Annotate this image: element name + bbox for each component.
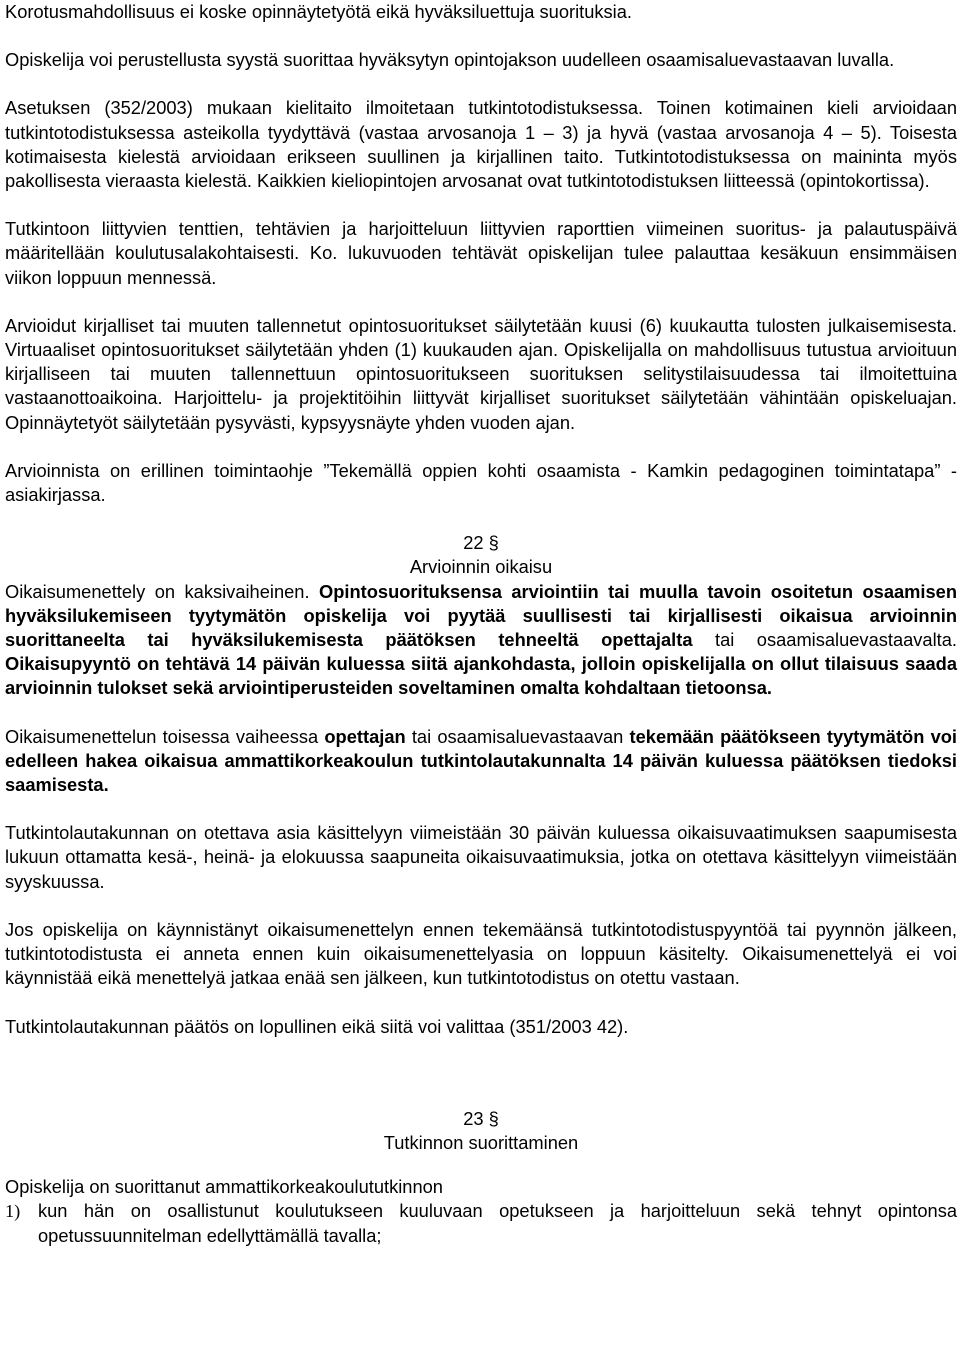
paragraph: Opiskelija on suorittanut ammattikorkeakoulututkinnon — [5, 1176, 443, 1198]
section-number: 23 § — [463, 1107, 499, 1129]
text-run: Oikaisumenettelun toisessa vaiheessa — [5, 725, 325, 747]
paragraph: Asetuksen (352/2003) mukaan kielitaito ilmoitetaan tutkintotodistuksessa. Toinen kotimainen kieli arvioidaan tutkintotodistuksessa asteikolla tyydyttävä (vastaa arvosanoja 1 – 3) ja hyvä (vastaa arvosanoja 4 – 5). Toisesta kotimaisesta kielestä arvioidaan erikseen suullinen ja kirjallinen taito. Tutkintotodistuksessa on maininta myös pakollisesta vieraasta kielestä. Kaikkien kieliopintojen arvosanat ovat tutkintotodistuksen liitteessä (opintokortissa). — [5, 97, 957, 192]
section-title: Arvioinnin oikaisu — [409, 556, 553, 578]
section-number: 22 § — [463, 532, 499, 554]
text-run: tai osaamisaluevastaavan — [405, 725, 630, 747]
paragraph: Jos opiskelija on käynnistänyt oikaisumenettelyn ennen tekemäänsä tutkintotodistuspyyntöä tai pyynnön jälkeen, tutkintotodistusta ei anneta ennen kuin oikaisumenettelyasia on loppuun käsitelty. Oikaisumenettelyä ei voi käynnistää eikä menettelyä jatkaa enää sen jälkeen, kun tutkintotodistus on otettu vastaan. — [5, 918, 957, 989]
list-item-number: 1) — [5, 1201, 21, 1222]
paragraph: Opiskelija voi perustellusta syystä suorittaa hyväksytyn opintojakson uudelleen osaamisaluevastaavan luvalla. — [5, 49, 895, 71]
paragraph: Tutkintolautakunnan on otettava asia käsittelyyn viimeistään 30 päivän kuluessa oikaisuvaatimuksen saapumisesta lukuun ottamatta kesä-, heinä- ja elokuussa saapuneita oikaisuvaatimuksia, jotka on otettava käsittelyyn viimeistään syyskuussa. — [5, 822, 957, 892]
paragraph: Tutkintolautakunnan päätös on lopullinen eikä siitä voi valittaa (351/2003 42). — [5, 1015, 629, 1037]
section-title: Tutkinnon suorittaminen — [383, 1131, 579, 1153]
list-item-text: kun hän on osallistunut koulutukseen kuuluvaan opetukseen ja harjoitteluun sekä tehnyt opintonsa opetussuunnitelman edellyttämällä tavalla; — [38, 1200, 957, 1246]
bold-text: Opintosuorituksensa arviointiin tai muulla tavoin osoitetun osaamisen hyväksilukemiseen tyytymätön opiskelija voi pyytää suullisesti tai kirjallisesti oikaisua arvioinnin suorittaneelta tai hyväksilukemisesta päätöksen tehneeltä opettajalta — [5, 580, 957, 651]
list-item — [5, 1199, 957, 1247]
document-page — [5, 0, 957, 1248]
bold-text: tekemään päätökseen tyytymätön voi edelleen hakea oikaisua ammattikorkeakoulun tutkintolautakunnalta 14 päivän kuluessa päätöksen tiedoksi saamisesta. — [5, 725, 957, 796]
paragraph: Tutkintoon liittyvien tenttien, tehtävien ja harjoitteluun liittyvien raporttien viimeinen suoritus- ja palautuspäivä määritellään koulutusalakohtaisesti. Ko. lukuvuoden tehtävät opiskelijan tulee palauttaa kesäkuun ensimmäisen viikon loppuun mennessä. — [5, 218, 957, 288]
paragraph — [5, 725, 957, 798]
bold-text: opettajan — [324, 725, 406, 747]
paragraph: Arvioinnista on erillinen toimintaohje ”Tekemällä oppien kohti osaamista - Kamkin pedagoginen toimintatapa” - asiakirjassa. — [5, 459, 957, 506]
text-run: Oikaisumenettely on kaksivaiheinen. — [5, 580, 320, 602]
text-run: tai osaamisaluevastaavalta. — [692, 629, 957, 651]
paragraph: Arvioidut kirjalliset tai muuten tallennetut opintosuoritukset säilytetään kuusi (6) kuukautta tulosten julkaisemisesta. Virtuaaliset opintosuoritukset säilytetään yhden (1) kuukauden ajan. Opiskelijalla on mahdollisuus tutustua arvioituun kirjalliseen tai muuten tallennettuun opintosuoritukseen suorituksen selitystilaisuudessa tai ilmoitettuina vastaanottoaikoina. Harjoittelu- ja projektitöihin liittyvät kirjalliset suoritukset säilytetään vähintään opiskeluajan. Opinnäytetyöt säilytetään pysyvästi, kypsyysnäyte yhden vuoden ajan. — [5, 314, 957, 433]
paragraph — [5, 580, 957, 701]
bold-text: Oikaisupyyntö on tehtävä 14 päivän kuluessa siitä ajankohdasta, jolloin opiskelijalla on ollut tilaisuus saada arvioinnin tulokset sekä arviointiperusteiden soveltaminen omalta kohdaltaan tietoonsa. — [5, 653, 957, 699]
paragraph: Korotusmahdollisuus ei koske opinnäytetyötä eikä hyväksiluettuja suorituksia. — [5, 1, 632, 22]
